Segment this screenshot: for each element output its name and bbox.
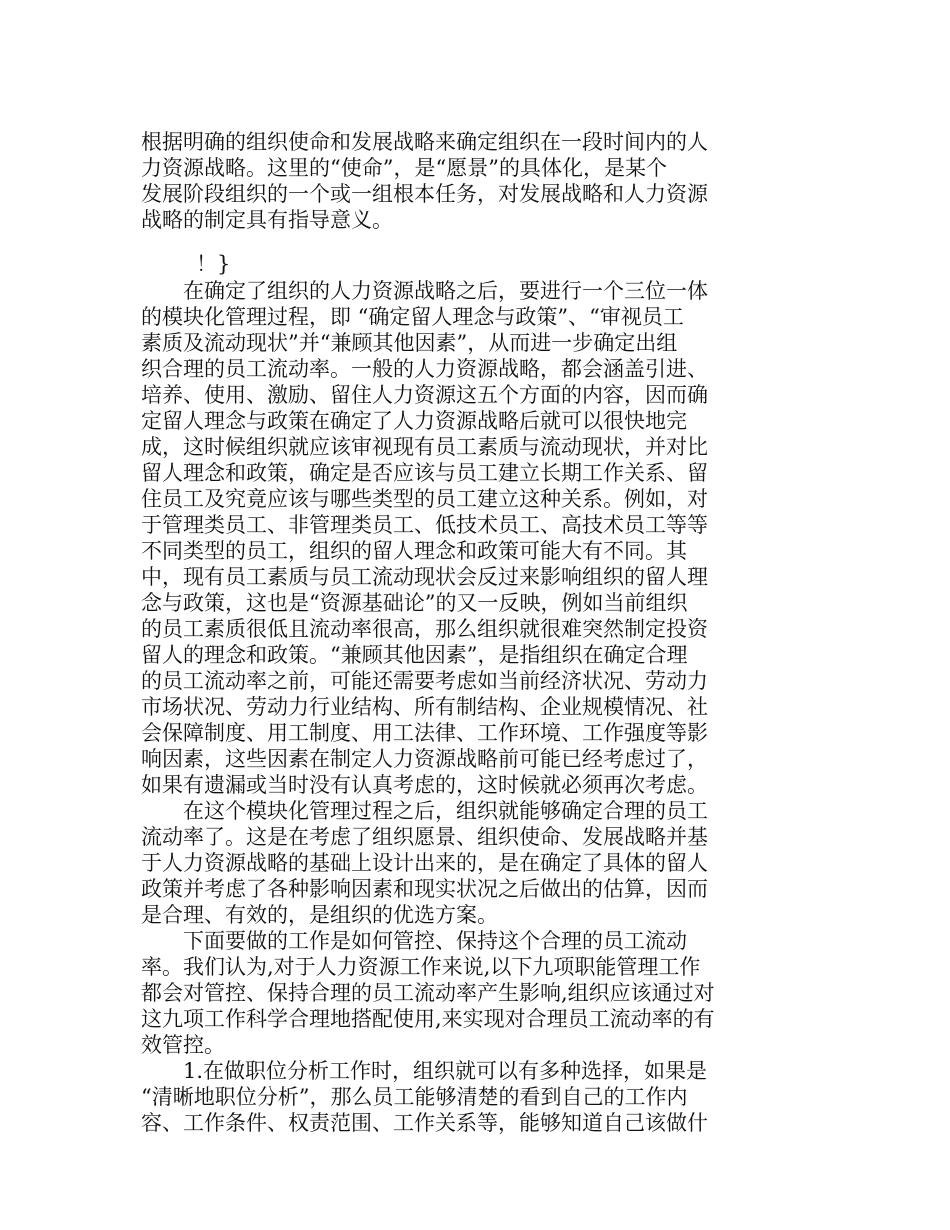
paragraph-4-line-5: 效管控。 bbox=[141, 1033, 225, 1057]
paragraph-2-line-17: 市场状况、劳动力行业结构、所有制结构、企业规模情况、社 bbox=[141, 695, 708, 719]
paragraph-2-line-13: 念与政策，这也是“资源基础论”的又一反映，例如当前组织 bbox=[141, 591, 688, 615]
paragraph-2-line-3: 素质及流动现状”并“兼顾其他因素”，从而进一步确定出组 bbox=[141, 331, 678, 355]
stray-mark: ！} bbox=[196, 252, 231, 276]
paragraph-3-line-5: 是合理、有效的，是组织的优选方案。 bbox=[141, 903, 498, 927]
paragraph-2-line-16: 的员工流动率之前，可能还需要考虑如当前经济状况、劳动力 bbox=[141, 669, 708, 693]
paragraph-1-line-3: 发展阶段组织的一个或一组根本任务，对发展战略和人力资源 bbox=[141, 182, 708, 206]
paragraph-1-line-2: 力资源战略。这里的“使命”，是“愿景”的具体化，是某个 bbox=[141, 156, 667, 180]
paragraph-2-line-6: 定留人理念与政策在确定了人力资源战略后就可以很快地完 bbox=[141, 409, 687, 433]
paragraph-3-line-1: 在这个模块化管理过程之后，组织就能够确定合理的员工 bbox=[183, 799, 708, 823]
paragraph-2-line-15: 留人的理念和政策。“兼顾其他因素”，是指组织在确定合理 bbox=[141, 643, 688, 667]
paragraph-2-line-20: 如果有遗漏或当时没有认真考虑的，这时候就必须再次考虑。 bbox=[141, 773, 708, 797]
paragraph-5-line-3: 容、工作条件、权责范围、工作关系等，能够知道自己该做什 bbox=[141, 1111, 708, 1135]
paragraph-2-line-1: 在确定了组织的人力资源战略之后，要进行一个三位一体 bbox=[183, 279, 708, 303]
paragraph-4-line-2: 率。我们认为,对于人力资源工作来说,以下九项职能管理工作 bbox=[141, 955, 701, 979]
paragraph-2-line-10: 于管理类员工、非管理类员工、低技术员工、高技术员工等等 bbox=[141, 513, 708, 537]
paragraph-2-line-4: 织合理的员工流动率。一般的人力资源战略，都会涵盖引进、 bbox=[141, 357, 708, 381]
paragraph-5-line-2: “清晰地职位分析”，那么员工能够清楚的看到自己的工作内 bbox=[141, 1085, 688, 1109]
paragraph-3-line-4: 政策并考虑了各种影响因素和现实状况之后做出的估算，因而 bbox=[141, 877, 708, 901]
paragraph-4-line-1: 下面要做的工作是如何管控、保持这个合理的员工流动 bbox=[183, 929, 687, 953]
paragraph-5-line-1: 1.在做职位分析工作时，组织就可以有多种选择，如果是 bbox=[183, 1059, 708, 1083]
paragraph-2-line-14: 的员工素质很低且流动率很高，那么组织就很难突然制定投资 bbox=[141, 617, 708, 641]
paragraph-2-line-7: 成，这时候组织就应该审视现有员工素质与流动现状，并对比 bbox=[141, 435, 708, 459]
paragraph-2-line-12: 中，现有员工素质与员工流动现状会反过来影响组织的留人理 bbox=[141, 565, 708, 589]
paragraph-3-line-3: 于人力资源战略的基础上设计出来的，是在确定了具体的留人 bbox=[141, 851, 708, 875]
paragraph-3-line-2: 流动率了。这是在考虑了组织愿景、组织使命、发展战略并基 bbox=[141, 825, 708, 849]
paragraph-1-line-4: 战略的制定具有指导意义。 bbox=[141, 208, 393, 232]
paragraph-2-line-9: 住员工及究竟应该与哪些类型的员工建立这种关系。例如，对 bbox=[141, 487, 708, 511]
paragraph-2-line-11: 不同类型的员工，组织的留人理念和政策可能大有不同。其 bbox=[141, 539, 687, 563]
paragraph-1-line-1: 根据明确的组织使命和发展战略来确定组织在一段时间内的人 bbox=[141, 130, 708, 154]
paragraph-4-line-3: 都会对管控、保持合理的员工流动率产生影响,组织应该通过对 bbox=[141, 981, 715, 1005]
paragraph-4-line-4: 这九项工作科学合理地搭配使用,来实现对合理员工流动率的有 bbox=[141, 1007, 715, 1031]
paragraph-2-line-18: 会保障制度、用工制度、用工法律、工作环境、工作强度等影 bbox=[141, 721, 708, 745]
paragraph-2-line-8: 留人理念和政策，确定是否应该与员工建立长期工作关系、留 bbox=[141, 461, 708, 485]
paragraph-2-line-5: 培养、使用、激励、留住人力资源这五个方面的内容，因而确 bbox=[141, 383, 708, 407]
paragraph-2-line-19: 响因素，这些因素在制定人力资源战略前可能已经考虑过了， bbox=[141, 747, 708, 771]
paragraph-2-line-2: 的模块化管理过程，即 “确定留人理念与政策”、“审视员工 bbox=[141, 305, 684, 329]
